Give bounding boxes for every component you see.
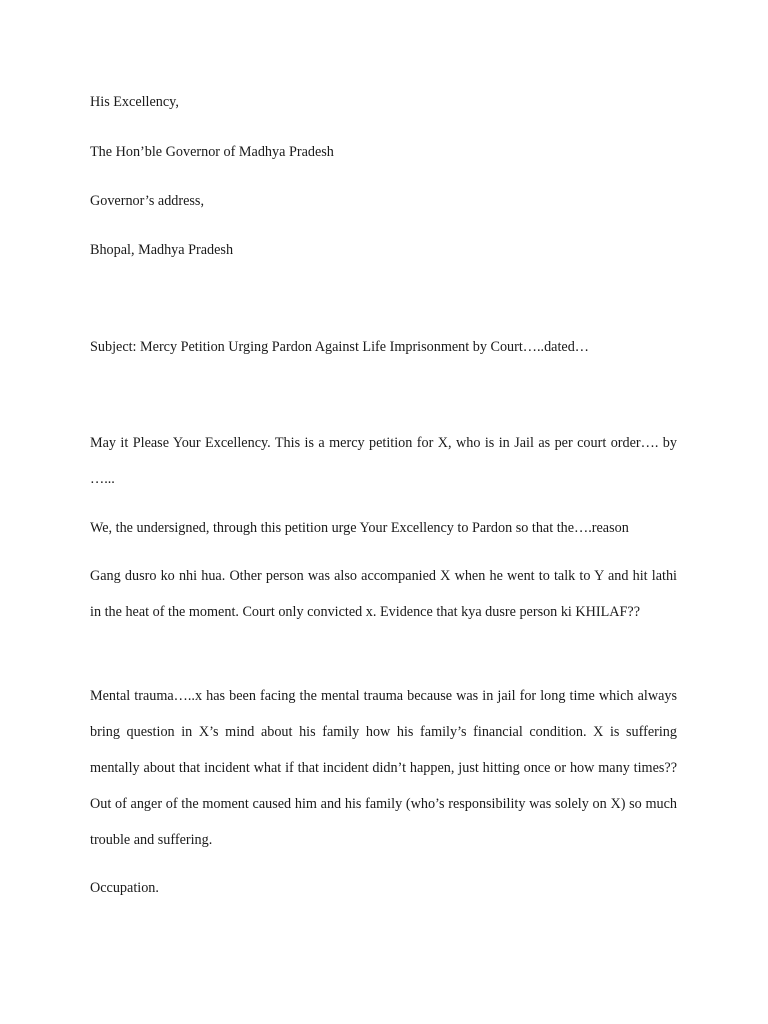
salutation: His Excellency, xyxy=(90,94,179,110)
body-paragraph-request: We, the undersigned, through this petition urge Your Excellency to Pardon so that the….reason xyxy=(90,520,629,536)
body-paragraph-facts: Gang dusro ko nhi hua. Other person was also accompanied X when he went to talk to Y and hit lathi in the heat of the moment. Court only convicted x. Evidence that kya dusre person ki KHILAF?? xyxy=(90,568,677,620)
recipient-line: The Hon’ble Governor of Madhya Pradesh xyxy=(90,144,334,160)
subject-line: Subject: Mercy Petition Urging Pardon Against Life Imprisonment by Court…..dated… xyxy=(90,339,589,355)
body-paragraph-mental-trauma: Mental trauma…..x has been facing the mental trauma because was in jail for long time which always bring question in X’s mind about his family how his family’s financial condition. X is suffering mentally about that incident what if that incident didn’t happen, just hitting once or how many times?? Out of anger of the moment caused him and his family (who’s responsibility was solely on X) so much trouble and suffering. xyxy=(90,688,677,848)
body-paragraph-occupation: Occupation. xyxy=(90,880,159,896)
address-line: Governor’s address, xyxy=(90,193,204,209)
city-line: Bhopal, Madhya Pradesh xyxy=(90,242,234,258)
body-paragraph-intro: May it Please Your Excellency. This is a mercy petition for X, who is in Jail as per court order…. by …... xyxy=(90,435,677,487)
